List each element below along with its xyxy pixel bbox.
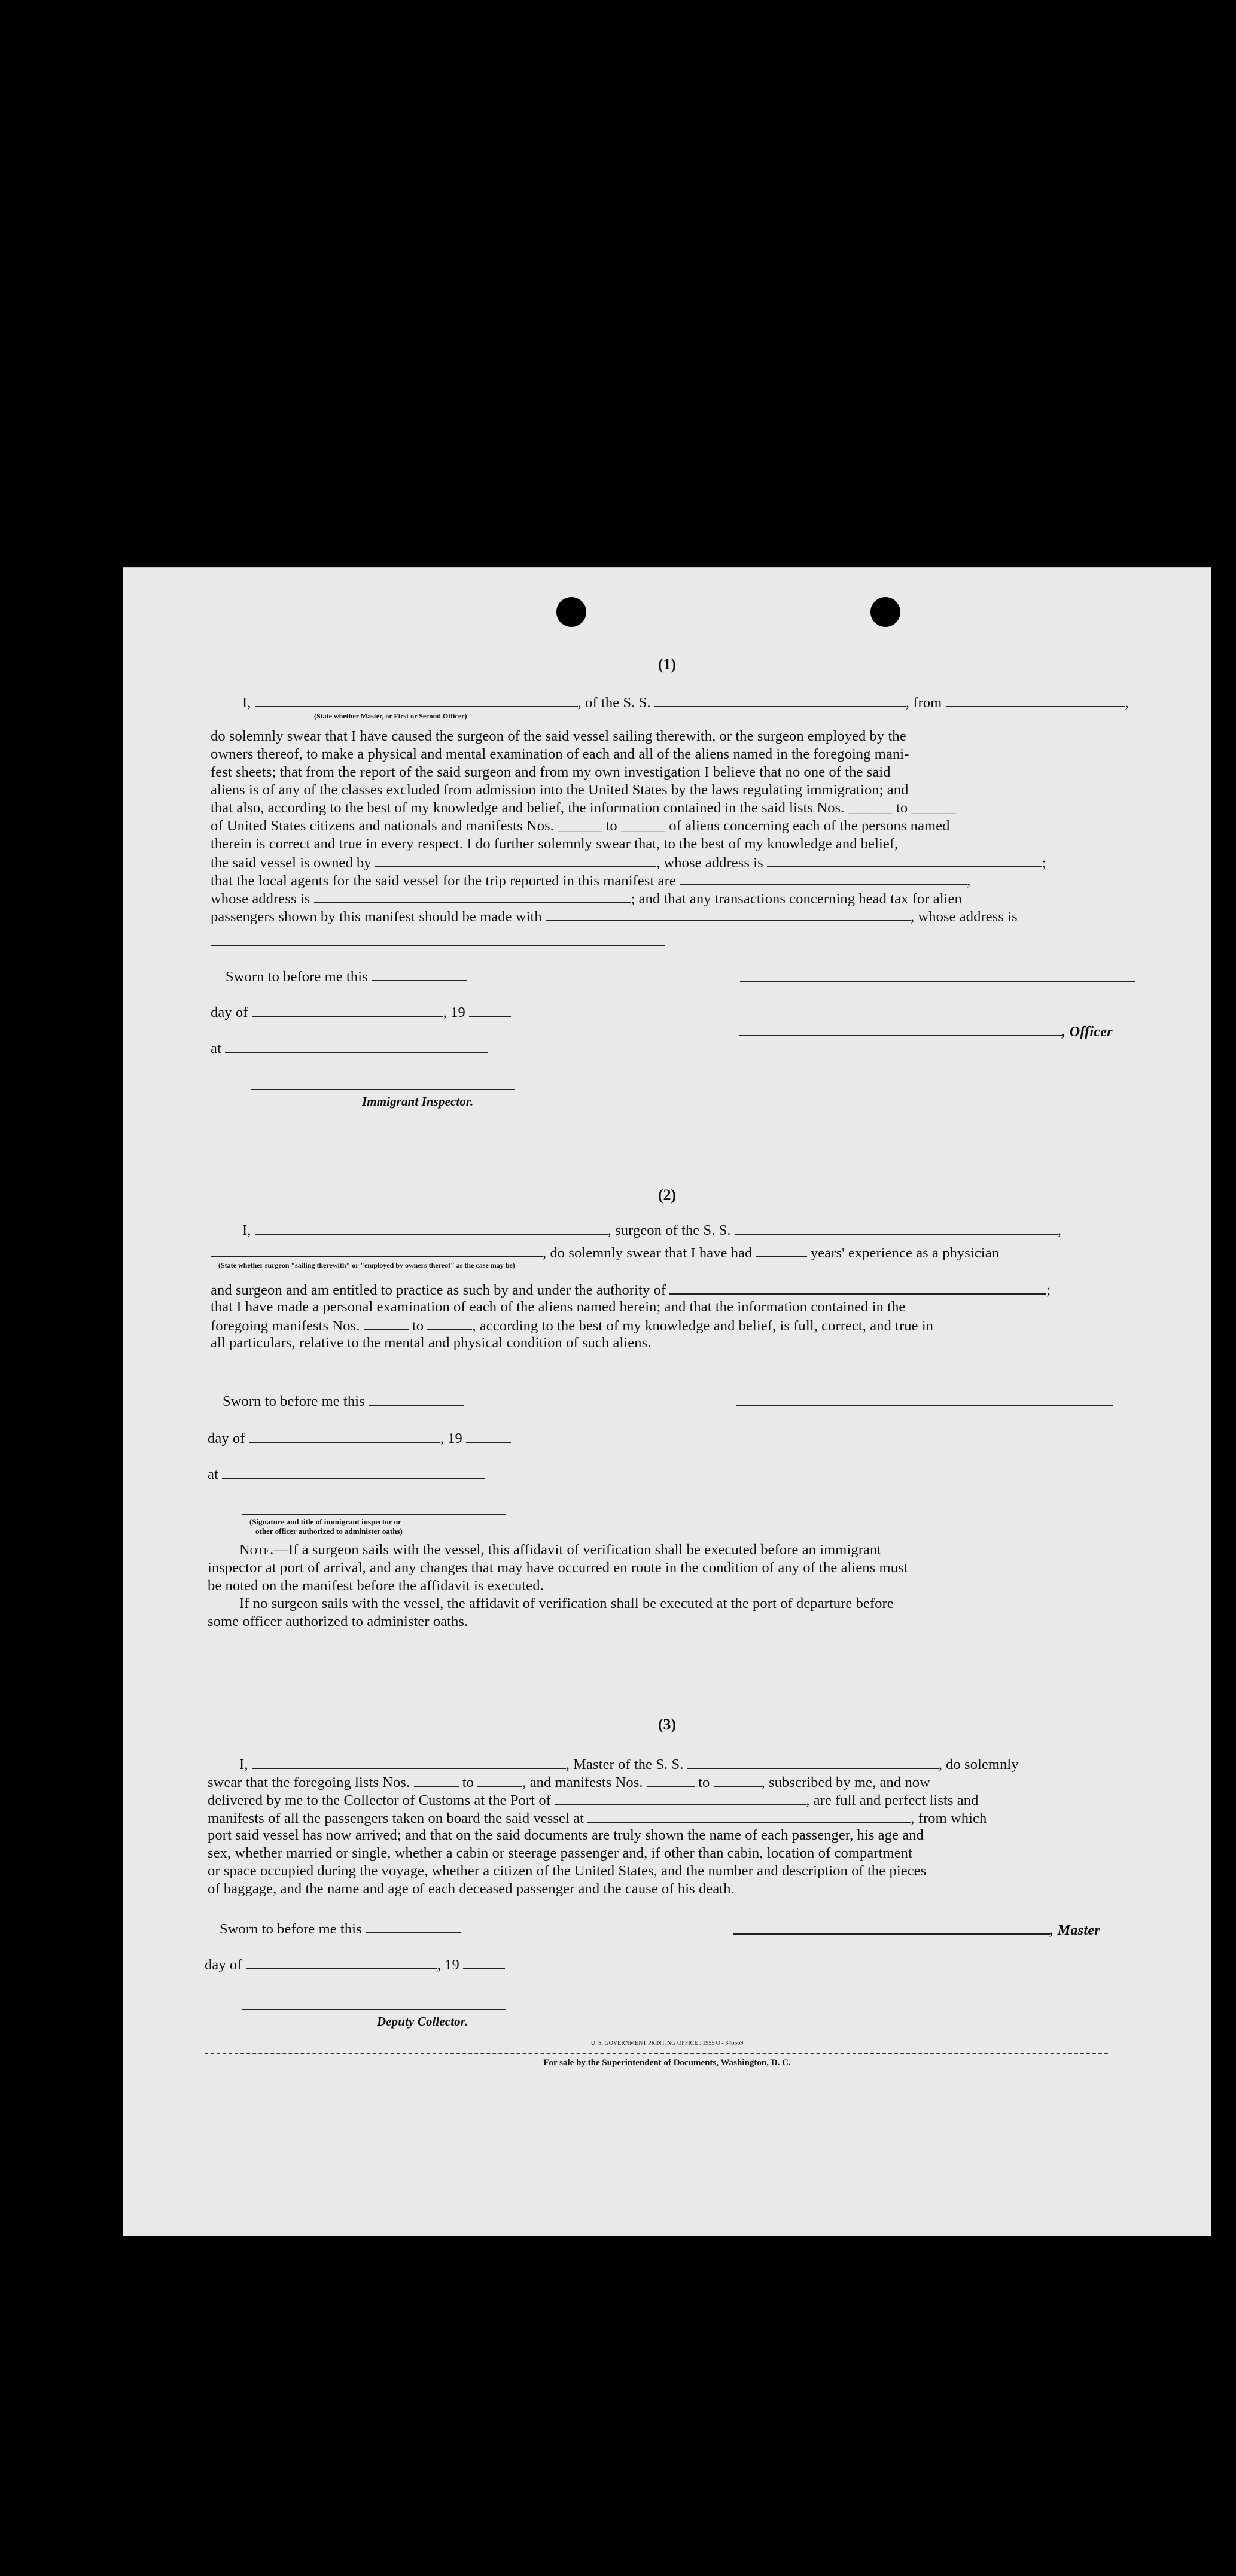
punch-hole-right — [870, 597, 900, 627]
surgeon-signature-line[interactable] — [736, 1405, 1113, 1406]
manifest-from-field-2[interactable] — [364, 1316, 409, 1330]
agents-line: that the local agents for the said vessel for the trip reported in this manifest are , — [211, 871, 970, 890]
agents-address-field[interactable] — [314, 889, 631, 903]
section-3-line-4: manifests of all the passengers taken on board the said vessel at , from which — [208, 1808, 987, 1828]
month-field-3[interactable] — [246, 1955, 437, 1969]
section-3-text-line: of baggage, and the name and age of each deceased passenger and the cause of his death. — [208, 1881, 735, 1897]
manifests-to-field-3[interactable] — [714, 1773, 762, 1787]
vessel-name-field[interactable] — [654, 693, 906, 707]
place-field-1[interactable] — [225, 1039, 488, 1053]
head-tax-field[interactable] — [546, 907, 911, 921]
note2-line-2: some officer authorized to administer oaths. — [208, 1613, 468, 1630]
section-1-text-line: that also, according to the best of my knowledge and belief, the information contained in the said lists Nos. ______ to ______ — [211, 800, 956, 816]
punch-hole-left — [556, 597, 586, 627]
section-2-line-6: all particulars, relative to the mental and physical condition of such aliens. — [211, 1335, 652, 1351]
deputy-signature-line[interactable] — [242, 2009, 506, 2010]
manifest-to-field-2[interactable] — [427, 1316, 472, 1330]
section-1-text-line: aliens is of any of the classes excluded from admission into the United States by the laws regulating immigration; and — [211, 782, 909, 798]
section-2-line-1: I, , surgeon of the S. S. , — [242, 1220, 1061, 1240]
inspector-signature-line-2[interactable] — [242, 1514, 506, 1515]
month-field-2[interactable] — [249, 1429, 440, 1443]
owner-address-field[interactable] — [767, 853, 1042, 867]
officer-signature: , Officer — [739, 1022, 1113, 1041]
section-1-number: (1) — [657, 656, 677, 673]
master-vessel-field[interactable] — [687, 1755, 939, 1769]
place-field-2[interactable] — [222, 1464, 485, 1479]
section-3-line-2: swear that the foregoing lists Nos. to , and manifests Nos. to , subscribed by me, and now — [208, 1773, 930, 1792]
deputy-label: Deputy Collector. — [377, 2014, 468, 2029]
manifests-from-field-3[interactable] — [647, 1773, 695, 1787]
manifest-back-page — [123, 567, 1211, 2236]
lists-from-field-3[interactable] — [414, 1773, 459, 1787]
day-3: day of , 19 — [205, 1955, 505, 1974]
at-1: at — [211, 1039, 488, 1058]
lists-to-field-3[interactable] — [477, 1773, 522, 1787]
sale-line: For sale by the Superintendent of Documents, Washington, D. C. — [543, 2058, 791, 2068]
officer-note: (State whether Master, or First or Second Officer) — [314, 712, 467, 720]
officer-name-field[interactable] — [255, 693, 578, 707]
day-2: day of , 19 — [208, 1429, 511, 1448]
section-1-text-line: fest sheets; that from the report of the said surgeon and from my own investigation I believe that no one of the said — [211, 764, 891, 780]
note-line-3: be noted on the manifest before the affidavit is executed. — [208, 1578, 544, 1594]
years-experience-field[interactable] — [756, 1243, 807, 1257]
note-line-1: Note.—If a surgeon sails with the vessel, this affidavit of verification shall be executed before an immigrant — [239, 1542, 882, 1558]
section-1-line-1: I, , of the S. S. , from , — [242, 693, 1129, 712]
officer-signature-line-1[interactable] — [740, 981, 1135, 982]
at-2: at — [208, 1464, 485, 1484]
section-3-number: (3) — [657, 1716, 677, 1733]
sworn-day-field-1[interactable] — [372, 967, 467, 981]
section-2-line-2: , do solemnly swear that I have had years' experience as a physician — [211, 1243, 999, 1262]
surgeon-vessel-field[interactable] — [735, 1220, 1058, 1235]
footer-divider — [205, 2053, 1108, 2054]
boarding-port-field[interactable] — [587, 1808, 911, 1823]
section-2-line-3: and surgeon and am entitled to practice as such by and under the authority of ; — [211, 1280, 1051, 1299]
gpo-line: U. S. GOVERNMENT PRINTING OFFICE : 1955 O - 346569 — [590, 2040, 744, 2047]
officer-signature-field[interactable] — [739, 1022, 1062, 1036]
section-1-text-line: therein is correct and true in every respect. I do further solemnly swear that, to the best of my knowledge and belief, — [211, 836, 899, 852]
year-field-2[interactable] — [466, 1429, 511, 1443]
note-line-2: inspector at port of arrival, and any changes that may have occurred en route in the condition of any of the aliens must — [208, 1560, 908, 1576]
sworn-1: Sworn to before me this — [226, 967, 467, 986]
master-signature: , Master — [733, 1920, 1100, 1939]
inspector-signature-line[interactable] — [251, 1089, 515, 1090]
section-3-text-line: or space occupied during the voyage, whether a citizen of the United States, and the number and description of the pieces — [208, 1863, 927, 1879]
note2-line-1: If no surgeon sails with the vessel, the affidavit of verification shall be executed at the port of departure before — [239, 1595, 894, 1612]
head-tax-address-line[interactable] — [211, 945, 665, 946]
section-2-number: (2) — [657, 1186, 677, 1204]
section-3-line-3: delivered by me to the Collector of Customs at the Port of , are full and perfect lists and — [208, 1791, 978, 1810]
sworn-day-field-3[interactable] — [366, 1919, 461, 1933]
section-2-line-5: foregoing manifests Nos. to , according to the best of my knowledge and belief, is full, correct, and true in — [211, 1316, 933, 1335]
owner-line: the said vessel is owned by , whose address is ; — [211, 853, 1046, 872]
passengers-line: passengers shown by this manifest should be made with , whose address is — [211, 907, 1018, 926]
sworn-day-field-2[interactable] — [369, 1391, 464, 1406]
surgeon-name-field[interactable] — [255, 1220, 608, 1235]
section-3-text-line: sex, whether married or single, whether a cabin or steerage passenger and, if other than cabin, location of compartment — [208, 1845, 912, 1861]
agents-field[interactable] — [680, 871, 967, 885]
surgeon-status-field[interactable] — [211, 1243, 543, 1257]
authority-field[interactable] — [669, 1280, 1046, 1295]
master-name-field[interactable] — [252, 1755, 566, 1769]
section-1-text-line: do solemnly swear that I have caused the surgeon of the said vessel sailing therewith, or the surgeon employed by the — [211, 728, 906, 744]
section-1-text-line: of United States citizens and nationals and manifests Nos. ______ to ______ of aliens concerning each of the persons named — [211, 818, 950, 834]
day-1: day of , 19 — [211, 1003, 511, 1022]
signature-note-1: (Signature and title of immigrant inspector or — [249, 1517, 401, 1526]
sworn-2: Sworn to before me this — [223, 1391, 464, 1411]
sworn-3: Sworn to before me this — [220, 1919, 461, 1938]
section-3-text-line: port said vessel has now arrived; and that on the said documents are truly shown the name of each passenger, his age and — [208, 1827, 924, 1843]
port-field[interactable] — [555, 1791, 806, 1805]
owner-field[interactable] — [375, 853, 656, 867]
year-field-3[interactable] — [463, 1955, 505, 1969]
inspector-label: Immigrant Inspector. — [362, 1094, 474, 1109]
master-signature-field[interactable] — [733, 1920, 1050, 1935]
section-2-line-4: that I have made a personal examination of each of the aliens named herein; and that the information contained in the — [211, 1299, 906, 1315]
section-1-text-line: owners thereof, to make a physical and mental examination of each and all of the aliens named in the foregoing mani- — [211, 746, 909, 762]
year-field-1[interactable] — [469, 1003, 511, 1017]
signature-note-2: other officer authorized to administer oaths) — [255, 1527, 403, 1536]
section-3-line-1: I, , Master of the S. S. , do solemnly — [239, 1755, 1019, 1774]
surgeon-note: (State whether surgeon "sailing therewith" or "employed by owners thereof" as the case may be) — [218, 1261, 515, 1269]
whose-address-line: whose address is ; and that any transactions concerning head tax for alien — [211, 889, 962, 908]
from-port-field[interactable] — [946, 693, 1125, 707]
month-field-1[interactable] — [252, 1003, 443, 1017]
